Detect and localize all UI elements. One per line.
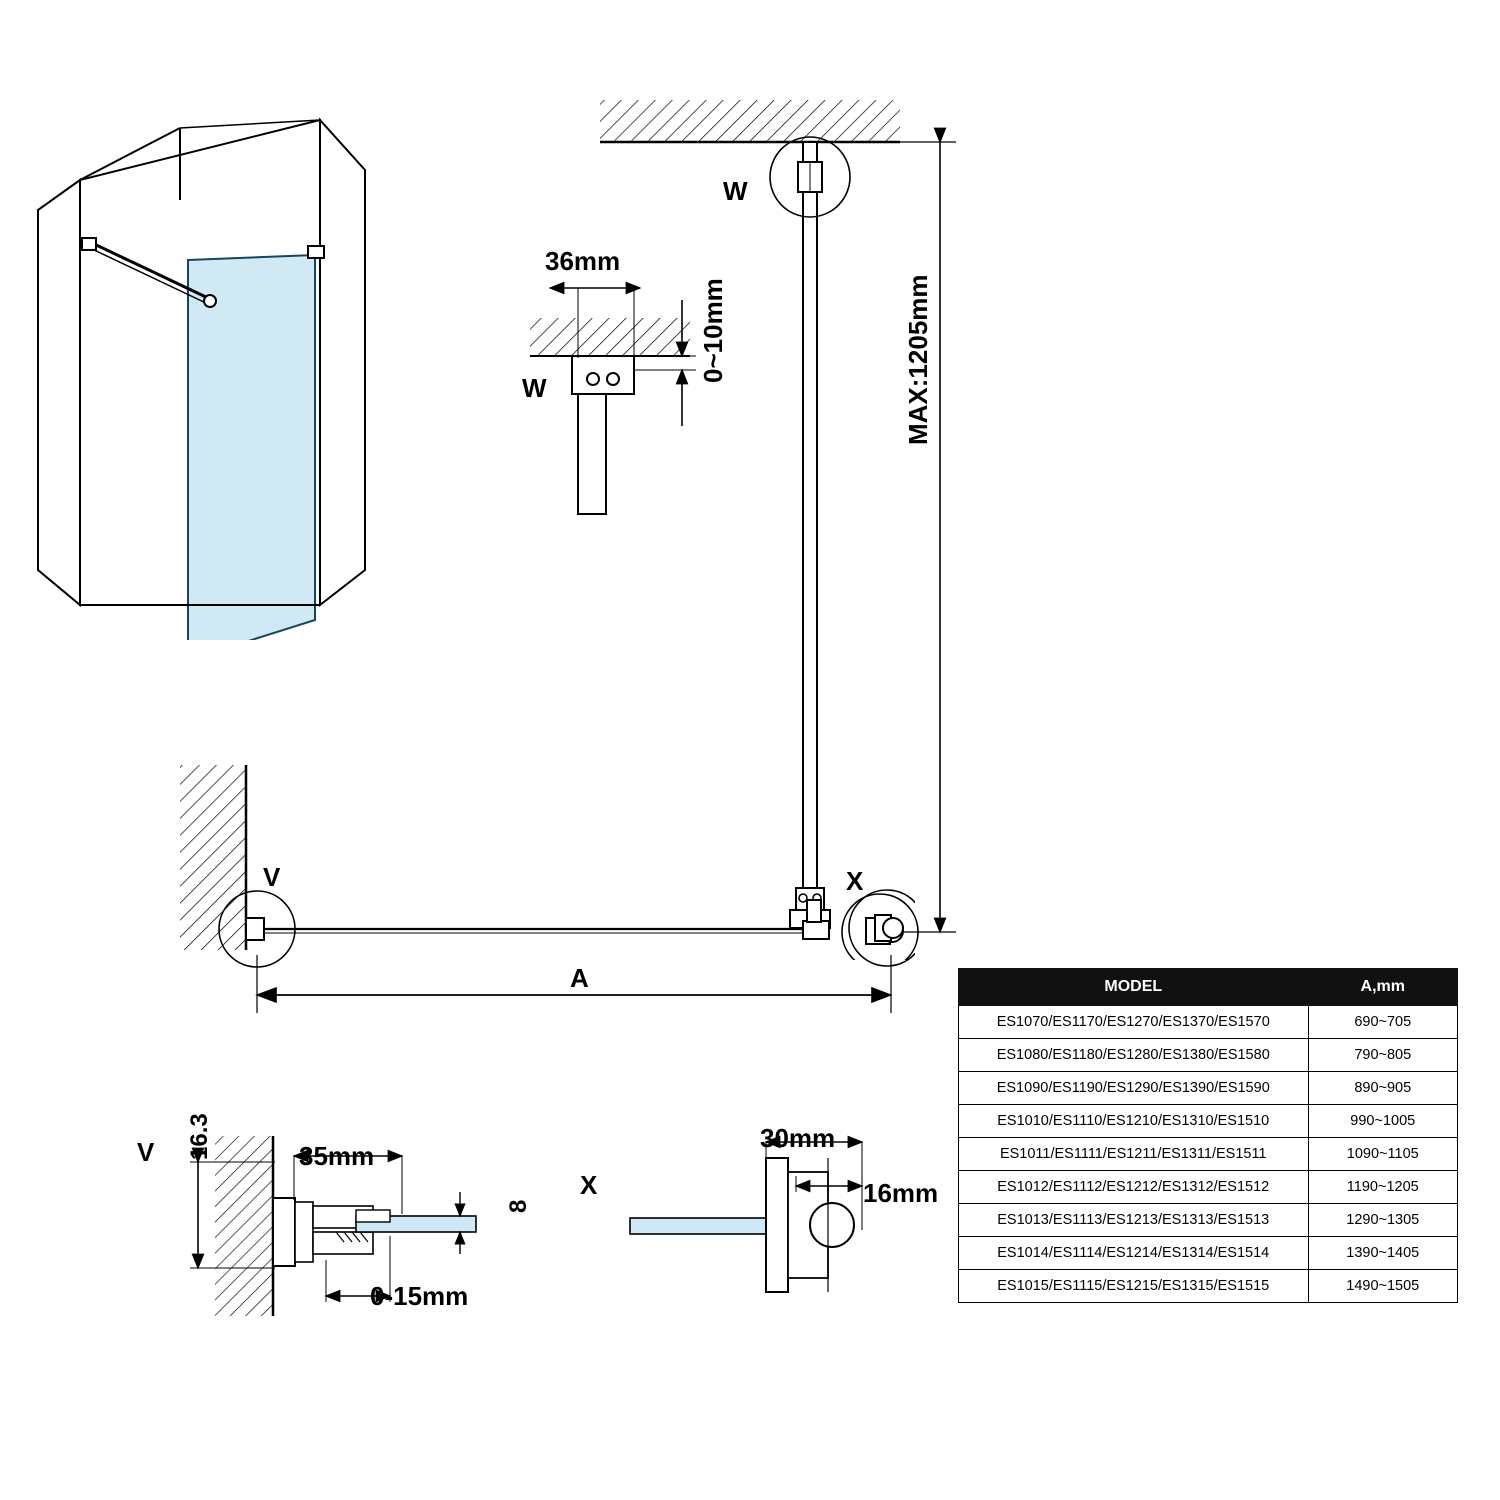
cell-a: 990~1005: [1308, 1105, 1458, 1138]
cell-model: ES1014/ES1114/ES1214/ES1314/ES1514: [959, 1237, 1309, 1270]
dim-0-15mm: 0-15mm: [370, 1281, 469, 1311]
marker-v-detail: V: [137, 1137, 155, 1167]
dim-glass-thickness: 8: [505, 1199, 532, 1213]
table-row: [959, 1072, 1458, 1105]
cell-a: 1490~1505: [1308, 1270, 1458, 1303]
cell-model: ES1015/ES1115/ES1215/ES1315/ES1515: [959, 1270, 1309, 1303]
table-row: [959, 1270, 1458, 1303]
dim-a: A: [570, 963, 589, 993]
cell-model: ES1010/ES1110/ES1210/ES1310/ES1510: [959, 1105, 1309, 1138]
table-row: [959, 1171, 1458, 1204]
header-a: A,mm: [1308, 969, 1458, 1006]
cell-a: 1090~1105: [1308, 1138, 1458, 1171]
cell-a: 790~805: [1308, 1039, 1458, 1072]
table-row: [959, 1105, 1458, 1138]
cell-model: ES1080/ES1180/ES1280/ES1380/ES1580: [959, 1039, 1309, 1072]
cell-a: 1190~1205: [1308, 1171, 1458, 1204]
table-row: [959, 1138, 1458, 1171]
dim-36mm: 36mm: [545, 246, 621, 276]
cell-a: 1290~1305: [1308, 1204, 1458, 1237]
marker-x-detail: X: [580, 1170, 598, 1200]
table-row: [959, 1039, 1458, 1072]
cell-a: 890~905: [1308, 1072, 1458, 1105]
marker-w-top: W: [723, 176, 748, 206]
table-row: [959, 1204, 1458, 1237]
cell-model: ES1011/ES1111/ES1211/ES1311/ES1511: [959, 1138, 1309, 1171]
table-row: [959, 1006, 1458, 1039]
marker-x-plan: X: [846, 866, 864, 896]
dim-0-10mm: 0~10mm: [698, 278, 728, 383]
header-model: MODEL: [959, 969, 1309, 1006]
cell-model: ES1013/ES1113/ES1213/ES1313/ES1513: [959, 1204, 1309, 1237]
dim-max-height: MAX:1205mm: [903, 274, 933, 445]
table-row: [959, 1237, 1458, 1270]
table-header-row: [959, 969, 1458, 1006]
cell-model: ES1090/ES1190/ES1290/ES1390/ES1590: [959, 1072, 1309, 1105]
dim-16mm: 16mm: [863, 1178, 939, 1208]
cell-a: 690~705: [1308, 1006, 1458, 1039]
cell-model: ES1012/ES1112/ES1212/ES1312/ES1512: [959, 1171, 1309, 1204]
cell-model: ES1070/ES1170/ES1270/ES1370/ES1570: [959, 1006, 1309, 1039]
model-spec-table: [958, 968, 1458, 1303]
dim-30mm: 30mm: [760, 1123, 836, 1153]
marker-v-plan: V: [263, 862, 281, 892]
isometric-view: [20, 60, 420, 640]
plan-view: [175, 755, 915, 1020]
dim-16-3: 16.3: [186, 1113, 213, 1160]
cell-a: 1390~1405: [1308, 1237, 1458, 1270]
marker-w-detail: W: [522, 373, 547, 403]
dim-35mm: 35mm: [299, 1141, 375, 1171]
